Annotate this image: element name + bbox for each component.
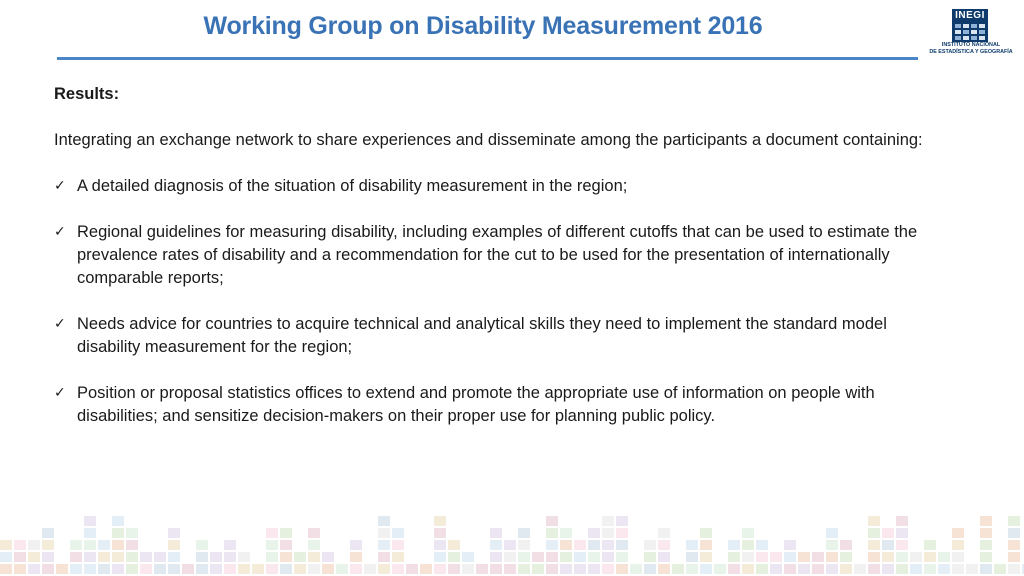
footer-tile — [42, 564, 54, 574]
footer-tile — [1008, 552, 1020, 562]
footer-tile — [616, 552, 628, 562]
footer-tile — [112, 528, 124, 538]
bullet-item — [54, 221, 954, 290]
footer-tile — [168, 528, 180, 538]
footer-tile — [630, 564, 642, 574]
footer-tile — [742, 552, 754, 562]
footer-tile — [644, 564, 656, 574]
footer-tile — [616, 516, 628, 526]
footer-tile — [896, 552, 908, 562]
footer-tile — [294, 552, 306, 562]
footer-tile — [882, 552, 894, 562]
footer-tile — [434, 564, 446, 574]
footer-tile — [252, 564, 264, 574]
footer-tile — [504, 564, 516, 574]
footer-tile — [196, 552, 208, 562]
footer-tile — [350, 540, 362, 550]
footer-tile — [602, 540, 614, 550]
footer-tile — [714, 564, 726, 574]
footer-tile — [952, 564, 964, 574]
footer-tile — [98, 552, 110, 562]
footer-tile — [798, 552, 810, 562]
footer-tile — [280, 528, 292, 538]
footer-tile — [238, 552, 250, 562]
footer-tile — [546, 540, 558, 550]
title-divider — [57, 57, 918, 60]
footer-tile — [168, 540, 180, 550]
footer-tile — [490, 564, 502, 574]
footer-tile — [84, 528, 96, 538]
bullet-text: Needs advice for countries to acquire technical and analytical skills they need to implement the standard model disability measurement for the region; — [77, 315, 887, 356]
footer-tile — [42, 552, 54, 562]
footer-tile — [994, 564, 1006, 574]
footer-tile — [588, 540, 600, 550]
footer-tile — [896, 564, 908, 574]
check-icon: ✓ — [54, 224, 66, 240]
footer-tile — [658, 564, 670, 574]
footer-tile — [602, 564, 614, 574]
footer-tile — [476, 564, 488, 574]
bullet-text: Position or proposal statistics offices to extend and promote the appropriate use of information on people with disabilities; and sensitize decision-makers on their proper use for planning public policy. — [77, 384, 875, 425]
footer-tile — [910, 552, 922, 562]
footer-tile — [826, 528, 838, 538]
footer-tile — [406, 564, 418, 574]
logo-caption — [928, 42, 1014, 56]
footer-tile — [224, 564, 236, 574]
footer-tile — [980, 528, 992, 538]
footer-tile — [126, 540, 138, 550]
footer-tile — [868, 564, 880, 574]
footer-tile — [812, 552, 824, 562]
footer-tile — [350, 552, 362, 562]
footer-tile — [518, 552, 530, 562]
footer-tile — [308, 564, 320, 574]
footer-tile — [28, 564, 40, 574]
footer-tile — [728, 552, 740, 562]
footer-tile — [840, 564, 852, 574]
footer-tile — [266, 552, 278, 562]
footer-tile — [84, 540, 96, 550]
footer-tile — [112, 540, 124, 550]
footer-tile — [224, 540, 236, 550]
footer-tile — [770, 552, 782, 562]
footer-tile — [322, 552, 334, 562]
footer-tile — [924, 564, 936, 574]
footer-tile — [686, 552, 698, 562]
footer-tile — [434, 540, 446, 550]
footer-tile — [868, 540, 880, 550]
footer-tile — [266, 528, 278, 538]
footer-tile — [784, 552, 796, 562]
footer-tile — [154, 552, 166, 562]
footer-tile — [518, 528, 530, 538]
footer-tile — [658, 552, 670, 562]
footer-tile — [826, 552, 838, 562]
footer-tile — [420, 564, 432, 574]
footer-tile — [434, 552, 446, 562]
footer-tile — [644, 552, 656, 562]
footer-tile — [280, 564, 292, 574]
footer-tile — [980, 564, 992, 574]
footer-tile — [602, 552, 614, 562]
footer-tile — [210, 564, 222, 574]
footer-tile — [938, 564, 950, 574]
footer-tile — [56, 564, 68, 574]
footer-tile — [168, 552, 180, 562]
page-title: Working Group on Disability Measurement 2016 — [203, 12, 763, 40]
footer-tile — [434, 516, 446, 526]
footer-tile — [378, 564, 390, 574]
footer-tile — [84, 564, 96, 574]
footer-tile — [728, 540, 740, 550]
footer-tile — [616, 564, 628, 574]
footer-tile — [462, 552, 474, 562]
footer-tile — [168, 564, 180, 574]
footer-tile — [868, 528, 880, 538]
footer-tile — [462, 564, 474, 574]
footer-tile — [280, 552, 292, 562]
footer-tile — [0, 552, 12, 562]
footer-tile — [868, 552, 880, 562]
footer-tile — [42, 540, 54, 550]
footer-tile — [140, 552, 152, 562]
footer-tile — [980, 552, 992, 562]
footer-tile — [42, 528, 54, 538]
check-icon: ✓ — [54, 385, 66, 401]
footer-tile — [756, 540, 768, 550]
footer-tile — [196, 540, 208, 550]
footer-tile — [392, 540, 404, 550]
footer-tile — [14, 540, 26, 550]
footer-tile — [812, 564, 824, 574]
footer-tile — [434, 528, 446, 538]
footer-tile — [924, 540, 936, 550]
footer-tile — [784, 540, 796, 550]
footer-tile — [854, 564, 866, 574]
footer-tile — [840, 552, 852, 562]
footer-tile — [756, 552, 768, 562]
check-icon: ✓ — [54, 316, 66, 332]
footer-tile — [28, 540, 40, 550]
footer-tile — [826, 564, 838, 574]
footer-tile — [182, 564, 194, 574]
footer-tile — [616, 528, 628, 538]
footer-tile — [196, 564, 208, 574]
footer-tile — [392, 528, 404, 538]
footer-tile — [518, 540, 530, 550]
footer-tile — [896, 540, 908, 550]
footer-tile — [140, 564, 152, 574]
footer-tile — [784, 564, 796, 574]
footer-tile — [532, 564, 544, 574]
footer-tile — [686, 540, 698, 550]
footer-tile — [1008, 516, 1020, 526]
footer-tile — [882, 528, 894, 538]
footer-tile — [154, 564, 166, 574]
footer-tile — [98, 564, 110, 574]
footer-tile — [700, 552, 712, 562]
footer-tile — [1008, 528, 1020, 538]
footer-tile — [336, 564, 348, 574]
footer-tile — [910, 564, 922, 574]
footer-tile — [756, 564, 768, 574]
footer-tile — [448, 552, 460, 562]
footer-tile — [490, 528, 502, 538]
footer-tile — [126, 528, 138, 538]
footer-tile — [84, 516, 96, 526]
footer-tile — [266, 540, 278, 550]
footer-tile — [14, 564, 26, 574]
footer-tile — [98, 540, 110, 550]
footer-tile — [602, 528, 614, 538]
footer-tile — [350, 564, 362, 574]
footer-tile — [28, 552, 40, 562]
footer-tile — [882, 564, 894, 574]
footer-tile — [238, 564, 250, 574]
footer-tile — [308, 528, 320, 538]
footer-tile — [112, 552, 124, 562]
footer-tile — [70, 564, 82, 574]
footer-tile — [742, 528, 754, 538]
footer-tile — [742, 540, 754, 550]
footer-tile — [504, 540, 516, 550]
footer-tile — [546, 552, 558, 562]
footer-tile — [448, 540, 460, 550]
footer-tile — [224, 552, 236, 562]
decorative-footer-bars — [0, 505, 1024, 576]
footer-tile — [266, 564, 278, 574]
footer-tile — [980, 516, 992, 526]
footer-tile — [560, 564, 572, 574]
logo-grid-icon — [952, 21, 988, 42]
footer-tile — [378, 528, 390, 538]
footer-tile — [644, 540, 656, 550]
footer-tile — [546, 528, 558, 538]
footer-tile — [392, 564, 404, 574]
footer-tile — [728, 564, 740, 574]
footer-tile — [672, 564, 684, 574]
footer-tile — [210, 552, 222, 562]
footer-tile — [952, 528, 964, 538]
footer-tile — [700, 540, 712, 550]
footer-tile — [826, 540, 838, 550]
footer-tile — [882, 540, 894, 550]
footer-tile — [84, 552, 96, 562]
bullet-item — [54, 313, 954, 359]
footer-tile — [966, 564, 978, 574]
footer-tile — [126, 564, 138, 574]
footer-tile — [952, 552, 964, 562]
footer-tile — [70, 552, 82, 562]
footer-tile — [560, 540, 572, 550]
footer-tile — [588, 564, 600, 574]
footer-tile — [658, 540, 670, 550]
footer-tile — [112, 516, 124, 526]
footer-tile — [952, 540, 964, 550]
slide-body — [54, 83, 954, 451]
footer-tile — [546, 564, 558, 574]
footer-tile — [112, 564, 124, 574]
footer-tile — [294, 564, 306, 574]
footer-tile — [574, 540, 586, 550]
footer-tile — [896, 516, 908, 526]
footer-tile — [798, 564, 810, 574]
results-heading: Results: — [54, 85, 120, 103]
footer-tile — [0, 564, 12, 574]
footer-tile — [490, 552, 502, 562]
inegi-logo — [928, 8, 1014, 58]
footer-tile — [588, 528, 600, 538]
footer-tile — [560, 528, 572, 538]
footer-tile — [896, 528, 908, 538]
logo-caption-line2: DE ESTADÍSTICA Y GEOGRAFÍA — [929, 49, 1013, 55]
footer-tile — [700, 564, 712, 574]
footer-tile — [1008, 540, 1020, 550]
footer-tile — [574, 564, 586, 574]
footer-tile — [560, 552, 572, 562]
footer-tile — [980, 540, 992, 550]
footer-tile — [588, 552, 600, 562]
footer-tile — [448, 564, 460, 574]
footer-tile — [378, 516, 390, 526]
footer-tile — [742, 564, 754, 574]
footer-tile — [770, 564, 782, 574]
footer-tile — [938, 552, 950, 562]
footer-tile — [322, 564, 334, 574]
check-icon: ✓ — [54, 178, 66, 194]
bullet-item — [54, 175, 954, 198]
footer-tile — [378, 540, 390, 550]
footer-tile — [700, 528, 712, 538]
footer-tile — [868, 516, 880, 526]
logo-wordmark: INEGI — [952, 9, 988, 22]
footer-tile — [924, 552, 936, 562]
footer-tile — [280, 540, 292, 550]
intro-paragraph: Integrating an exchange network to share experiences and disseminate among the participants a document containing: — [54, 131, 923, 149]
footer-tile — [392, 552, 404, 562]
footer-tile — [378, 552, 390, 562]
footer-tile — [616, 540, 628, 550]
footer-tile — [504, 552, 516, 562]
footer-tile — [840, 540, 852, 550]
bullet-item — [54, 382, 954, 428]
logo-caption-line1: INSTITUTO NACIONAL — [941, 42, 1001, 48]
footer-tile — [490, 540, 502, 550]
bullet-text: Regional guidelines for measuring disability, including examples of different cutoffs that can be used to estimate the prevalence rates of disability and a recommendation for the cut to be used for the presentation of internationally comparable reports; — [77, 223, 918, 287]
footer-tile — [308, 540, 320, 550]
footer-tile — [532, 552, 544, 562]
footer-tile — [126, 552, 138, 562]
footer-tile — [1008, 564, 1020, 574]
footer-tile — [308, 552, 320, 562]
footer-tile — [602, 516, 614, 526]
footer-tile — [0, 540, 12, 550]
bullet-text: A detailed diagnosis of the situation of disability measurement in the region; — [77, 177, 628, 195]
footer-tile — [658, 528, 670, 538]
footer-tile — [364, 564, 376, 574]
footer-tile — [546, 516, 558, 526]
footer-tile — [518, 564, 530, 574]
footer-tile — [14, 552, 26, 562]
footer-tile — [686, 564, 698, 574]
footer-tile — [70, 540, 82, 550]
footer-tile — [574, 552, 586, 562]
